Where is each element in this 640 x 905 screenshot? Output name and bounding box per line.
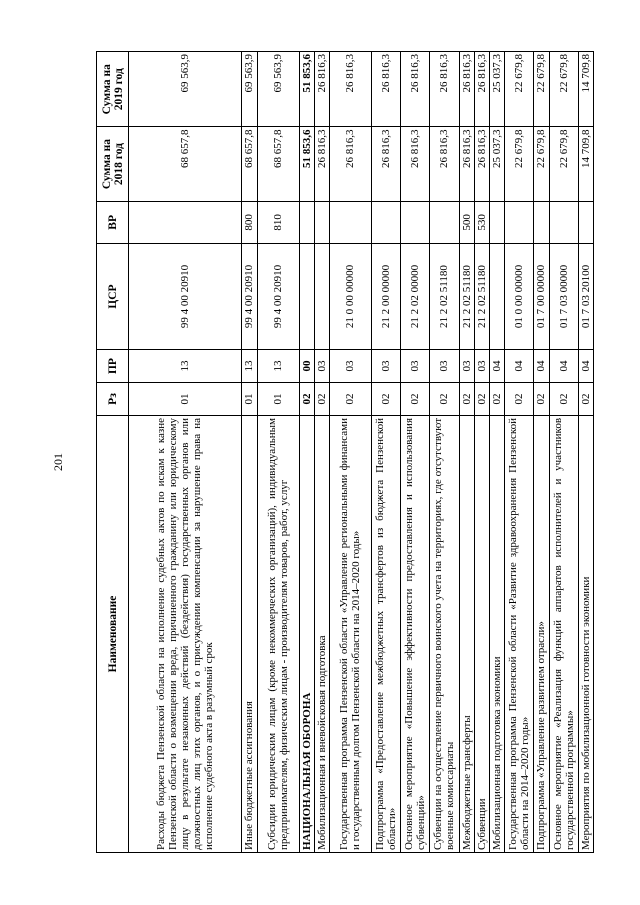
row-csr: 99 4 00 20910	[257, 244, 299, 350]
row-sum-2018: 26 816,3	[474, 127, 489, 201]
row-csr: 21 0 00 00000	[329, 244, 371, 350]
row-sum-2019: 69 563,9	[129, 52, 242, 127]
row-rz: 02	[401, 383, 430, 416]
row-sum-2018: 26 816,3	[329, 127, 371, 201]
row-pr: 13	[242, 350, 257, 383]
row-sum-2018: 68 657,8	[257, 127, 299, 201]
budget-table-container	[96, 51, 594, 853]
row-vr: 800	[242, 201, 257, 243]
row-rz: 02	[534, 383, 549, 416]
row-vr	[430, 201, 459, 243]
row-csr	[314, 244, 329, 350]
row-name: Иные бюджетные ассигнования	[242, 415, 257, 852]
row-vr	[329, 201, 371, 243]
row-pr: 04	[578, 350, 593, 383]
row-sum-2019: 26 816,3	[401, 52, 430, 127]
row-csr: 01 7 03 20100	[578, 244, 593, 350]
table-row	[314, 52, 329, 853]
row-name: Мероприятия по мобилизационной готовности экономики	[578, 415, 593, 852]
row-vr	[401, 201, 430, 243]
row-name: Субвенции на осуществление первичного воинского учета на территориях, где отсутствуют военные комиссариаты	[430, 415, 459, 852]
row-sum-2018: 51 853,6	[299, 127, 314, 201]
row-pr: 04	[549, 350, 578, 383]
header-csr: ЦСР	[97, 244, 129, 350]
row-vr: 500	[459, 201, 474, 243]
row-pr: 13	[129, 350, 242, 383]
header-rz: Рз	[97, 383, 129, 416]
row-pr: 04	[489, 350, 504, 383]
table-row	[329, 52, 371, 853]
row-vr	[299, 201, 314, 243]
row-rz: 02	[459, 383, 474, 416]
row-name: Расходы бюджета Пензенской области на исполнение судебных актов по искам к казне Пензенской области о возмещении вреда, причиненного гражданину или юридическому лицу в результате незаконных действий (бездействия) государственных органов или должностных лиц этих органов, и о присуждении компенсации за нарушение права на исполнение судебного акта в разумный срок	[129, 415, 242, 852]
row-sum-2019: 14 709,8	[578, 52, 593, 127]
row-rz: 02	[430, 383, 459, 416]
row-csr	[489, 244, 504, 350]
table-row	[578, 52, 593, 853]
row-rz: 02	[549, 383, 578, 416]
row-name: Основное мероприятие «Повышение эффективности предоставления и использования субвенций»	[401, 415, 430, 852]
row-sum-2019: 25 037,3	[489, 52, 504, 127]
row-sum-2018: 22 679,8	[549, 127, 578, 201]
row-vr	[549, 201, 578, 243]
table-row	[505, 52, 534, 853]
table-header-row	[97, 52, 129, 853]
budget-table	[96, 51, 594, 853]
row-sum-2019: 22 679,8	[505, 52, 534, 127]
row-vr: 530	[474, 201, 489, 243]
row-sum-2019: 22 679,8	[534, 52, 549, 127]
row-sum-2019: 26 816,3	[314, 52, 329, 127]
row-vr: 810	[257, 201, 299, 243]
row-sum-2019: 26 816,3	[329, 52, 371, 127]
row-pr: 03	[401, 350, 430, 383]
row-rz: 02	[578, 383, 593, 416]
table-row	[242, 52, 257, 853]
row-name: Подпрограмма «Предоставление межбюджетных трансфертов из бюджета Пензенской области»	[371, 415, 400, 852]
table-row	[534, 52, 549, 853]
row-csr: 21 2 02 51180	[459, 244, 474, 350]
row-pr: 13	[257, 350, 299, 383]
row-name: Государственная программа Пензенской области «Развитие здравоохранения Пензенской области на 2014–2020 годы»	[505, 415, 534, 852]
row-vr	[505, 201, 534, 243]
row-sum-2018: 25 037,3	[489, 127, 504, 201]
row-vr	[578, 201, 593, 243]
header-vr: ВР	[97, 201, 129, 243]
table-row	[129, 52, 242, 853]
row-sum-2019: 51 853,6	[299, 52, 314, 127]
row-sum-2018: 68 657,8	[129, 127, 242, 201]
row-csr: 21 2 02 51180	[430, 244, 459, 350]
row-csr: 21 2 00 00000	[371, 244, 400, 350]
row-csr: 99 4 00 20910	[242, 244, 257, 350]
table-row	[459, 52, 474, 853]
table-row	[401, 52, 430, 853]
row-sum-2018: 14 709,8	[578, 127, 593, 201]
row-sum-2019: 26 816,3	[459, 52, 474, 127]
row-pr: 03	[329, 350, 371, 383]
row-rz: 02	[489, 383, 504, 416]
table-row	[299, 52, 314, 853]
row-sum-2019: 26 816,3	[474, 52, 489, 127]
row-rz: 02	[299, 383, 314, 416]
row-rz: 02	[505, 383, 534, 416]
row-vr	[534, 201, 549, 243]
row-csr: 99 4 00 20910	[129, 244, 242, 350]
row-name: Подпрограмма «Управление развитием отрасли»	[534, 415, 549, 852]
row-vr	[489, 201, 504, 243]
table-row	[371, 52, 400, 853]
header-sum-2019: Сумма на 2019 год	[97, 52, 129, 127]
table-row	[549, 52, 578, 853]
header-sum-2018: Сумма на 2018 год	[97, 127, 129, 201]
row-pr: 03	[314, 350, 329, 383]
row-sum-2018: 26 816,3	[371, 127, 400, 201]
row-sum-2019: 26 816,3	[371, 52, 400, 127]
row-name: Мобилизационная подготовка экономики	[489, 415, 504, 852]
row-pr: 03	[371, 350, 400, 383]
row-rz: 01	[257, 383, 299, 416]
table-body	[129, 52, 594, 853]
row-sum-2018: 22 679,8	[534, 127, 549, 201]
row-sum-2018: 26 816,3	[459, 127, 474, 201]
header-name: Наименование	[97, 415, 129, 852]
row-rz: 01	[129, 383, 242, 416]
table-row	[489, 52, 504, 853]
row-csr	[299, 244, 314, 350]
row-csr: 01 7 03 00000	[549, 244, 578, 350]
row-name: Субсидии юридическим лицам (кроме некоммерческих организаций), индивидуальным предпринимателям, физическим лицам - производителям товаров, работ, услуг	[257, 415, 299, 852]
row-rz: 02	[329, 383, 371, 416]
table-row	[257, 52, 299, 853]
row-pr: 00	[299, 350, 314, 383]
row-rz: 02	[474, 383, 489, 416]
row-csr: 01 7 00 00000	[534, 244, 549, 350]
row-sum-2019: 26 816,3	[430, 52, 459, 127]
row-sum-2018: 68 657,8	[242, 127, 257, 201]
row-name: Субвенции	[474, 415, 489, 852]
row-sum-2019: 22 679,8	[549, 52, 578, 127]
row-vr	[314, 201, 329, 243]
row-sum-2019: 69 563,9	[242, 52, 257, 127]
header-pr: ПР	[97, 350, 129, 383]
row-pr: 04	[505, 350, 534, 383]
row-rz: 01	[242, 383, 257, 416]
row-csr: 01 0 00 00000	[505, 244, 534, 350]
row-sum-2018: 26 816,3	[314, 127, 329, 201]
row-vr	[129, 201, 242, 243]
row-sum-2018: 26 816,3	[401, 127, 430, 201]
page-number: 201	[51, 453, 65, 471]
row-rz: 02	[371, 383, 400, 416]
row-rz: 02	[314, 383, 329, 416]
row-name: Государственная программа Пензенской области «Управление региональными финансами и государственным долгом Пензенской области на 2014–2020 годы»	[329, 415, 371, 852]
row-name: Основное мероприятие «Реализация функций аппаратов исполнителей и участников государственной программы»	[549, 415, 578, 852]
row-sum-2018: 22 679,8	[505, 127, 534, 201]
row-csr: 21 2 02 51180	[474, 244, 489, 350]
row-name: Межбюджетные трансферты	[459, 415, 474, 852]
row-pr: 04	[534, 350, 549, 383]
row-pr: 03	[430, 350, 459, 383]
row-name: НАЦИОНАЛЬНАЯ ОБОРОНА	[299, 415, 314, 852]
row-name: Мобилизационная и вневойсковая подготовка	[314, 415, 329, 852]
row-csr: 21 2 02 00000	[401, 244, 430, 350]
row-pr: 03	[459, 350, 474, 383]
table-row	[430, 52, 459, 853]
row-sum-2019: 69 563,9	[257, 52, 299, 127]
row-pr: 03	[474, 350, 489, 383]
row-vr	[371, 201, 400, 243]
table-row	[474, 52, 489, 853]
row-sum-2018: 26 816,3	[430, 127, 459, 201]
